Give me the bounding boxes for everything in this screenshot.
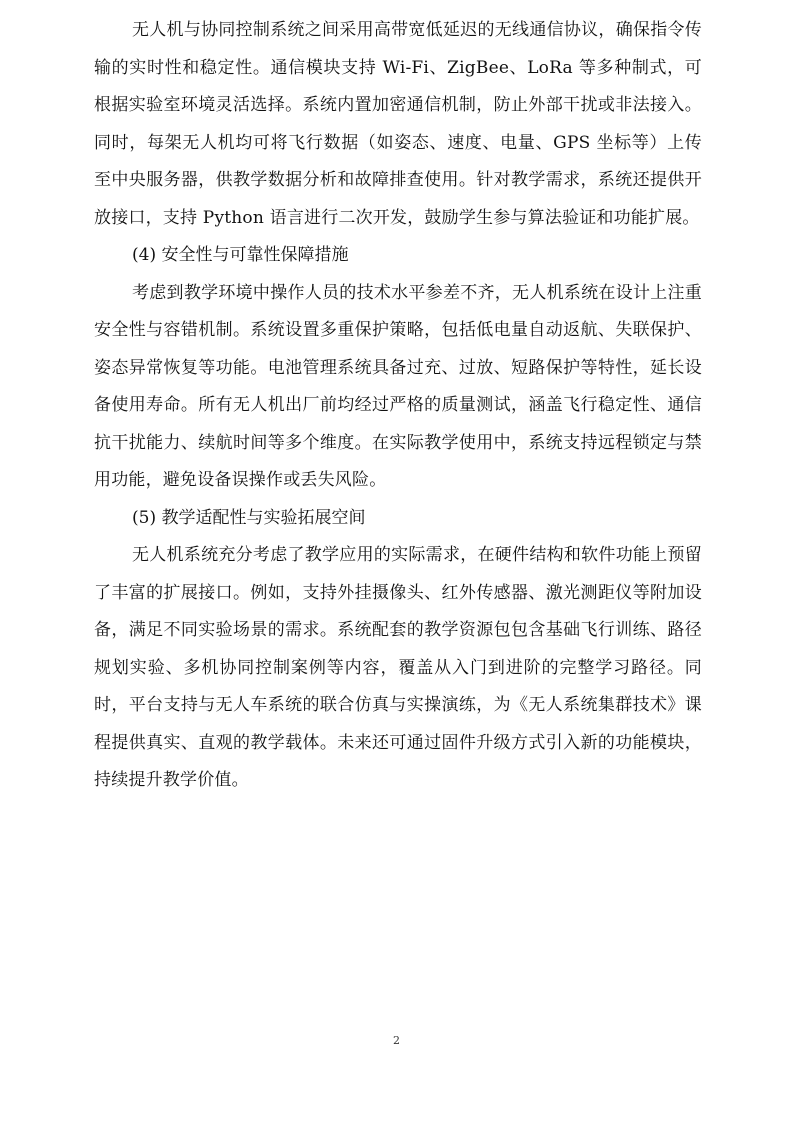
section-heading-teaching: (5) 教学适配性与实验拓展空间 [132, 507, 366, 528]
paragraph-safety: 考虑到教学环境中操作人员的技术水平参差不齐，无人机系统在设计上注重安全性与容错机制。系统设置多重保护策略，包括低电量自动返航、失联保护、姿态异常恢复等功能。电池管理系统具备过充、过放、短路保护等特性，延长设备使用寿命。所有无人机出厂前均经过严格的质量测试，涵盖飞行稳定性、通信抗干扰能力、续航时间等多个维度。在实际教学使用中，系统支持远程锁定与禁用功能，避免设备误操作或丢失风险。 [94, 282, 702, 490]
paragraph-teaching: 无人机系统充分考虑了教学应用的实际需求，在硬件结构和软件功能上预留了丰富的扩展接口。例如，支持外挂摄像头、红外传感器、激光测距仪等附加设备，满足不同实验场景的需求。系统配套的教学资源包包含基础飞行训练、路径规划实验、多机协同控制案例等内容，覆盖从入门到进阶的完整学习路径。同时，平台支持与无人车系统的联合仿真与实操演练，为《无人系统集群技术》课程提供真实、直观的教学载体。未来还可通过固件升级方式引入新的功能模块，持续提升教学价值。 [94, 545, 702, 790]
paragraph-communication: 无人机与协同控制系统之间采用高带宽低延迟的无线通信协议，确保指令传输的实时性和稳定性。通信模块支持 Wi-Fi、ZigBee、LoRa 等多种制式，可根据实验室环境灵活选择。系统内置加密通信机制，防止外部干扰或非法接入。同时，每架无人机均可将飞行数据（如姿态、速度、电量、GPS 坐标等）上传至中央服务器，供教学数据分析和故障排查使用。针对教学需求，系统还提供开放接口，支持 Python 语言进行二次开发，鼓励学生参与算法验证和功能扩展。 [94, 20, 702, 228]
page-number: 2 [393, 1034, 400, 1047]
section-heading-safety: (4) 安全性与可靠性保障措施 [132, 245, 349, 265]
page-content [94, 12, 702, 800]
